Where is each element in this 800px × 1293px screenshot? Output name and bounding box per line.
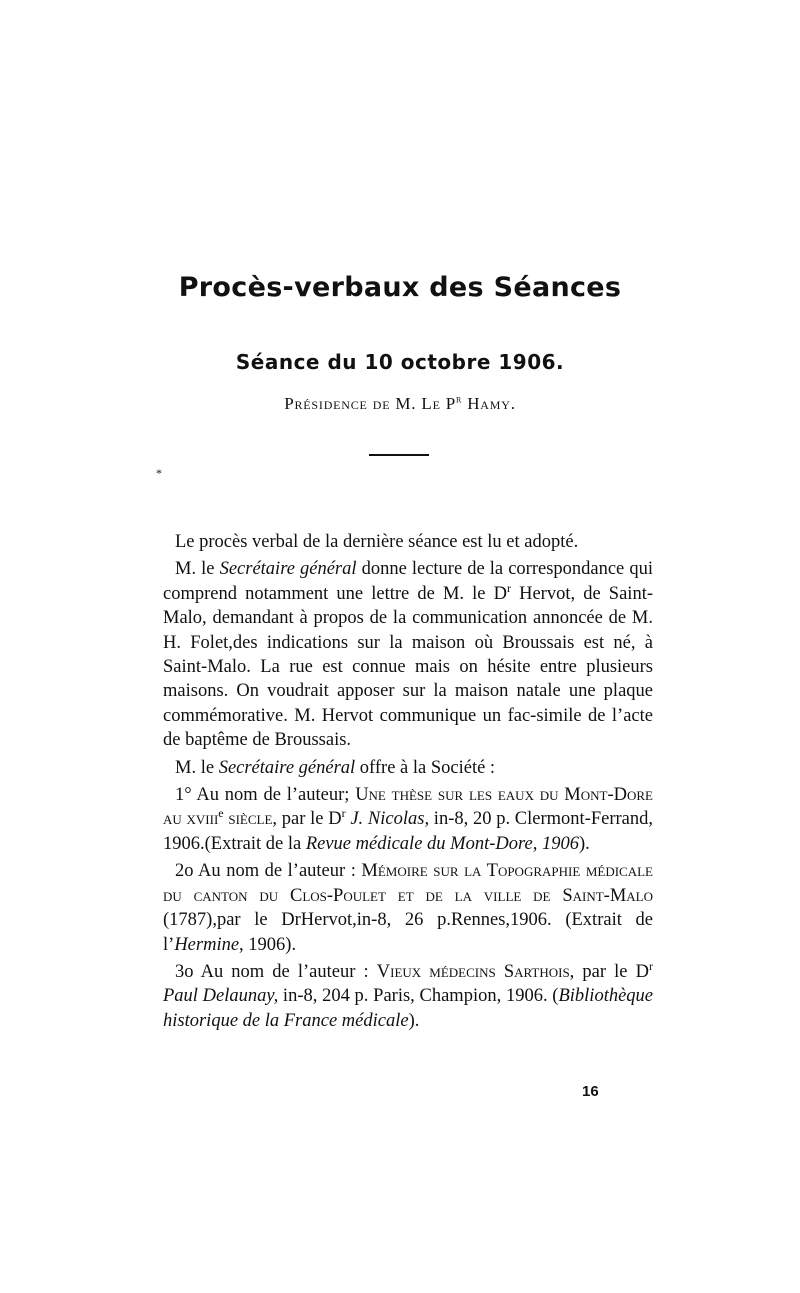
minutes-body bbox=[163, 530, 653, 1033]
presidence-name: Hamy. bbox=[462, 394, 516, 413]
text-run: M. le bbox=[175, 559, 220, 580]
ornament-mark: * bbox=[156, 466, 162, 480]
presidence-superscript: r bbox=[456, 393, 463, 406]
text-run: , 1906). bbox=[239, 934, 297, 955]
text-run: 2o Au nom de l’auteur : bbox=[175, 861, 362, 882]
italic-run: Bibliothèque historique de la France médicale bbox=[163, 986, 654, 1031]
paragraph-correspondence bbox=[163, 557, 653, 752]
text-run: ). bbox=[408, 1010, 420, 1031]
text-run: par le D bbox=[574, 961, 649, 982]
text-run: 3o Au nom de l’auteur : bbox=[175, 961, 377, 982]
page-number: 16 bbox=[582, 1083, 599, 1100]
text-run: in-8, 20 p. Clermont-Ferrand, 1906.(Extrait de la bbox=[163, 809, 654, 854]
smallcaps-run: Vieux médecins Sarthois, bbox=[376, 961, 575, 982]
superscript: r bbox=[341, 806, 346, 821]
paragraph-item-1 bbox=[163, 783, 653, 856]
italic-run: Revue médicale du Mont-Dore, 1906 bbox=[305, 833, 579, 854]
smallcaps-run: Mémoire sur la Topographie médicale du canton du Clos-Poulet et de la ville de Saint-Malo bbox=[163, 861, 653, 906]
separator-rule bbox=[369, 454, 429, 456]
paragraph-adoption: Le procès verbal de la dernière séance est lu et adopté. bbox=[175, 532, 579, 552]
italic-run: Paul Delaunay, bbox=[163, 986, 279, 1007]
italic-run: Secrétaire général bbox=[218, 757, 356, 778]
smallcaps-run: Une thèse sur les eaux du Mont-Dore au xviii bbox=[163, 785, 653, 830]
session-heading: Séance du 10 octobre 1906. bbox=[235, 350, 565, 374]
paragraph-item-3 bbox=[163, 960, 653, 1033]
text-run: M. le bbox=[175, 757, 219, 778]
presidence-line bbox=[0, 394, 800, 414]
text-run: Hervot, de Saint-Malo, demandant à propos de la communication annoncée de M. H. Folet,des indications sur la maison où Broussais est né, à Saint-Malo. La rue est connue mais on hésite entre plusieurs maisons. On voudrait apposer sur la maison natale une plaque commémorative. M. Hervot communique un fac-simile de l’acte de baptême de Broussais. bbox=[163, 583, 653, 751]
text-run: (1787),par le DrHervot,in-8, 26 p.Rennes,1906. (Extrait de l’ bbox=[163, 910, 653, 955]
text-run: ). bbox=[578, 833, 590, 854]
smallcaps-run: siècle, bbox=[223, 809, 278, 830]
superscript: r bbox=[648, 958, 653, 973]
superscript: e bbox=[218, 806, 224, 821]
italic-run: J. Nicolas, bbox=[350, 809, 430, 830]
text-run: in-8, 204 p. Paris, Champion, 1906. ( bbox=[278, 986, 559, 1007]
paragraph-item-2 bbox=[163, 859, 653, 957]
presidence-text: Présidence de M. Le P bbox=[284, 394, 457, 413]
text-run: 1° Au nom de l’auteur; bbox=[175, 785, 356, 806]
page-title: Procès-verbaux des Séances bbox=[178, 272, 622, 303]
italic-run: Secrétaire général bbox=[219, 559, 357, 580]
paragraph-offers bbox=[163, 756, 653, 780]
text-run: offre à la Société : bbox=[355, 757, 496, 778]
text-run: par le D bbox=[277, 809, 342, 830]
italic-run: Hermine bbox=[174, 934, 240, 955]
text-run: donne lecture de la correspondance qui comprend notamment une lettre de M. le D bbox=[163, 559, 653, 604]
superscript: r bbox=[506, 580, 511, 595]
